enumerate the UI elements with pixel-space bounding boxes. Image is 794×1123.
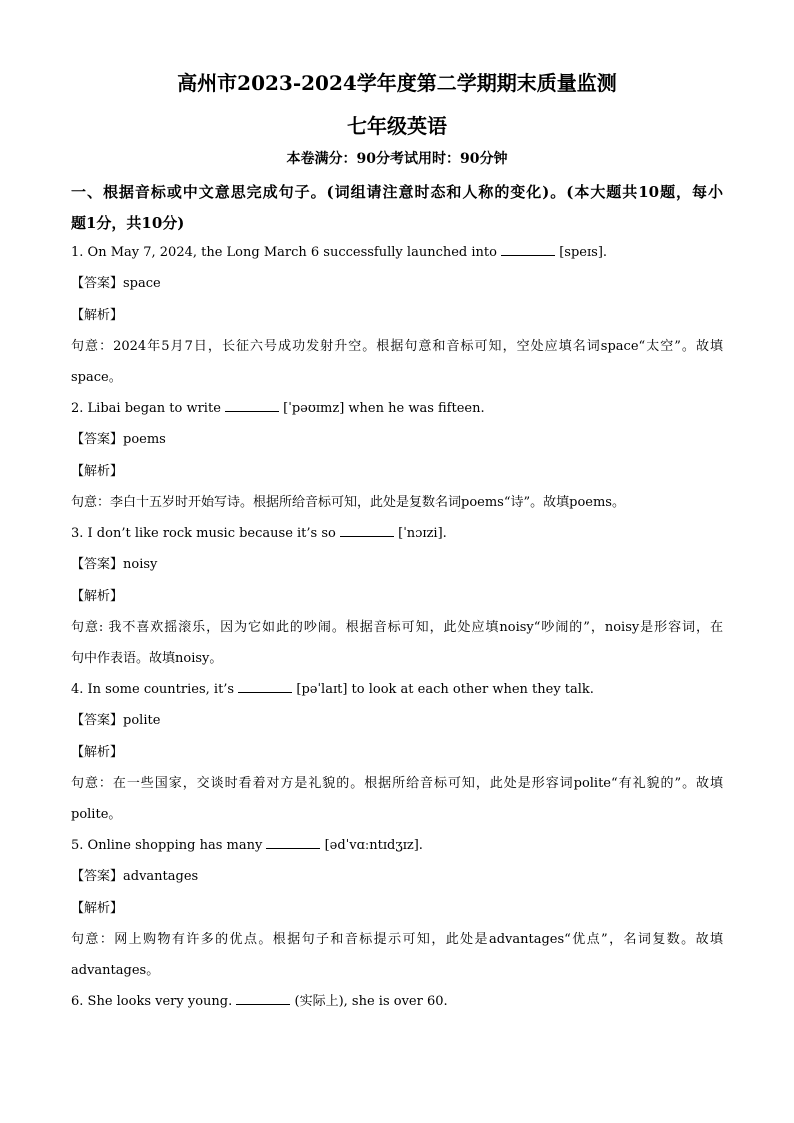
answer-text: poems bbox=[123, 432, 166, 447]
answer-blank bbox=[225, 399, 279, 412]
answer-row bbox=[71, 274, 161, 294]
question-prompt: 4. In some countries, it’s bbox=[71, 682, 235, 697]
question-prompt: 6. She looks very young. bbox=[71, 994, 233, 1009]
question-2 bbox=[71, 399, 485, 419]
explanation-text: 句中作表语。故填noisy。 bbox=[71, 651, 223, 666]
analysis-label: 【解析】 bbox=[71, 589, 124, 604]
question-6 bbox=[71, 992, 448, 1012]
phonetic-hint: [ˈpəʊɪmz] when he was fifteen. bbox=[283, 401, 485, 416]
answer-row bbox=[71, 430, 166, 450]
explanation-text: 句意：2024年5月7日，长征六号成功发射升空。根据句意和音标可知，空处应填名词space“太空”。故填 bbox=[71, 339, 723, 354]
question-prompt: 3. I don’t like rock music because it’s so bbox=[71, 526, 336, 541]
question-3 bbox=[71, 524, 447, 544]
answer-label: 【答案】 bbox=[71, 557, 124, 572]
section-heading-line-1: 一、根据音标或中文意思完成句子。(词组请注意时态和人称的变化)。(本大题共10题，每小 bbox=[71, 183, 723, 201]
answer-blank bbox=[340, 524, 394, 537]
answer-label: 【答案】 bbox=[71, 432, 124, 447]
answer-text: polite bbox=[123, 713, 161, 728]
answer-row bbox=[71, 867, 198, 887]
question-4 bbox=[71, 680, 594, 700]
question-prompt: 2. Libai began to write bbox=[71, 401, 221, 416]
answer-blank bbox=[266, 836, 320, 849]
explanation-text: space。 bbox=[71, 370, 122, 385]
phonetic-hint: [ˈnɔɪzi]. bbox=[398, 526, 447, 541]
answer-row bbox=[71, 711, 160, 731]
answer-label: 【答案】 bbox=[71, 713, 124, 728]
explanation-text: 句意：在一些国家，交谈时看着对方是礼貌的。根据所给音标可知，此处是形容词polite“有礼貌的”。故填 bbox=[71, 776, 723, 791]
analysis-label: 【解析】 bbox=[71, 901, 124, 916]
answer-text: noisy bbox=[123, 557, 158, 572]
explanation-text: 句意: 我不喜欢摇滚乐，因为它如此的吵闹。根据音标可知，此处应填noisy“吵闹的”，noisy是形容词，在 bbox=[71, 620, 723, 635]
answer-text: space bbox=[123, 276, 161, 291]
answer-blank bbox=[238, 680, 292, 693]
question-5 bbox=[71, 836, 423, 856]
explanation-text: advantages。 bbox=[71, 963, 160, 978]
explanation-text: 句意：李白十五岁时开始写诗。根据所给音标可知，此处是复数名词poems“诗”。故填poems。 bbox=[71, 495, 625, 510]
phonetic-hint: [speɪs]. bbox=[559, 245, 608, 260]
analysis-label: 【解析】 bbox=[71, 464, 124, 479]
page-subtitle: 七年级英语 bbox=[347, 114, 447, 138]
phonetic-hint: [pəˈlaɪt] to look at each other when they talk. bbox=[296, 682, 594, 697]
question-prompt: 5. Online shopping has many bbox=[71, 838, 263, 853]
answer-blank bbox=[501, 243, 555, 256]
explanation-text: polite。 bbox=[71, 807, 122, 822]
analysis-label: 【解析】 bbox=[71, 308, 124, 323]
answer-row bbox=[71, 555, 157, 575]
exam-info: 本卷满分：90分考试用时：90分钟 bbox=[286, 151, 508, 167]
page-title: 高州市2023-2024学年度第二学期期末质量监测 bbox=[177, 71, 617, 95]
answer-blank bbox=[236, 992, 290, 1005]
explanation-text: 句意：网上购物有许多的优点。根据句子和音标提示可知，此处是advantages“优点”，名词复数。故填 bbox=[71, 932, 723, 947]
phonetic-hint: [ədˈvɑːntɪdʒɪz]. bbox=[324, 838, 423, 853]
section-heading-line-2: 题1分，共10分) bbox=[71, 214, 185, 232]
question-1 bbox=[71, 243, 607, 263]
answer-label: 【答案】 bbox=[71, 869, 124, 884]
analysis-label: 【解析】 bbox=[71, 745, 124, 760]
answer-label: 【答案】 bbox=[71, 276, 124, 291]
answer-text: advantages bbox=[123, 869, 199, 884]
chinese-hint: (实际上), she is over 60. bbox=[294, 994, 448, 1009]
question-prompt: 1. On May 7, 2024, the Long March 6 successfully launched into bbox=[71, 245, 497, 260]
